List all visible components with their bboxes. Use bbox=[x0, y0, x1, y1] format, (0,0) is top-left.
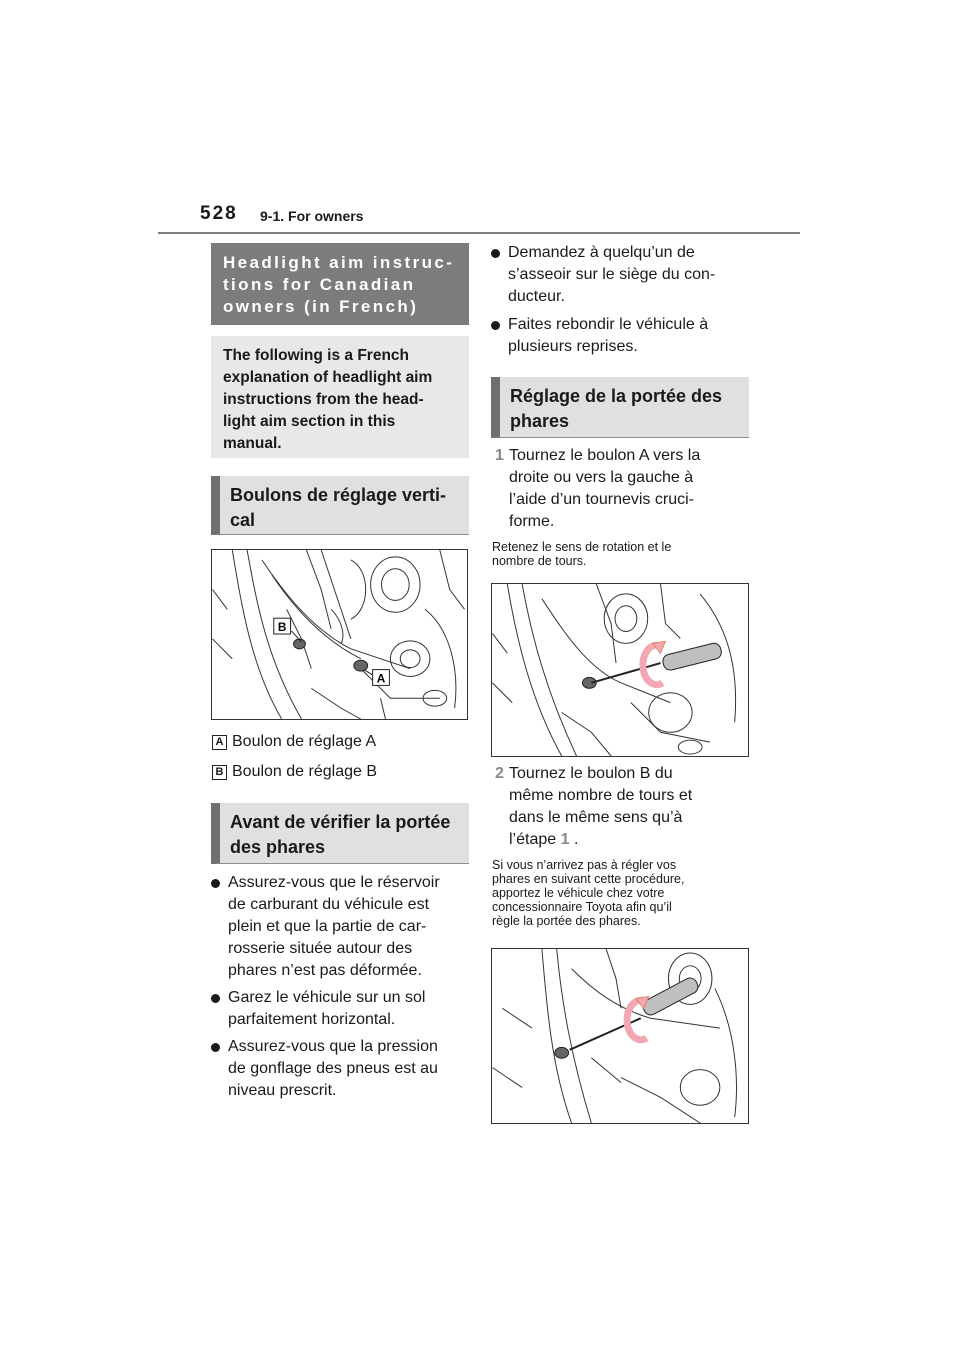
subheading-line: Avant de vérifier la portée bbox=[230, 812, 451, 832]
bullet-dot-icon bbox=[211, 1043, 220, 1052]
step-1: 1 Tournez le boulon A vers la droite ou vers la gauche à l’aide d’un tournevis cruci- forme. bbox=[495, 447, 701, 530]
intro-line: explanation of headlight aim bbox=[223, 369, 433, 386]
figure-label-a: A bbox=[376, 671, 386, 686]
bullet-item: Assurez-vous que la pression de gonflage des pneus est au niveau prescrit. bbox=[211, 1036, 481, 1102]
bullet-item: Faites rebondir le véhicule à plusieurs reprises. bbox=[491, 314, 761, 358]
figure-adjustment-bolts bbox=[211, 549, 468, 720]
intro-line: manual. bbox=[223, 435, 282, 452]
title-line: tions for Canadian bbox=[223, 275, 416, 294]
bullet-dot-icon bbox=[211, 879, 220, 888]
legend-text-b: Boulon de réglage B bbox=[232, 763, 377, 780]
header-rule bbox=[158, 232, 800, 234]
figure-label-b: B bbox=[277, 620, 287, 635]
bullet-item: Garez le véhicule sur un sol parfaitement horizontal. bbox=[211, 987, 481, 1031]
step-ref: 1 bbox=[560, 831, 570, 848]
screwdriver-illustration bbox=[492, 584, 748, 756]
title-line: owners (in French) bbox=[223, 297, 419, 316]
section-header: 9-1. For owners bbox=[260, 208, 364, 224]
subheading-line: Boulons de réglage verti- bbox=[230, 485, 447, 505]
bullet-item: Assurez-vous que le réservoir de carburant du véhicule est plein et que la partie de car- rosserie située autour des phares n’est pas déformée. bbox=[211, 872, 481, 982]
engine-bay-illustration bbox=[212, 550, 467, 719]
subheading-line: Réglage de la portée des bbox=[510, 386, 723, 406]
bullet-dot-icon bbox=[491, 249, 500, 258]
intro-line: light aim section in this bbox=[223, 413, 396, 430]
title-box bbox=[211, 243, 469, 325]
bullet-dot-icon bbox=[491, 321, 500, 330]
subheading-line: des phares bbox=[230, 837, 326, 857]
bullet-item: Demandez à quelqu’un de s’asseoir sur le siège du con- ducteur. bbox=[491, 242, 761, 308]
screwdriver-illustration bbox=[492, 949, 748, 1123]
legend-text-a: Boulon de réglage A bbox=[232, 733, 377, 750]
title-line: Headlight aim instruc- bbox=[223, 253, 455, 272]
note-1: Retenez le sens de rotation et le nombre de tours. bbox=[492, 540, 672, 568]
page-number: 528 bbox=[200, 203, 238, 224]
subheading-line: phares bbox=[510, 411, 570, 431]
figure-turn-bolt-a bbox=[491, 583, 749, 757]
intro-line: The following is a French bbox=[223, 347, 410, 364]
subheading-range bbox=[491, 377, 749, 438]
bullet-dot-icon bbox=[211, 994, 220, 1003]
subheading-bolts bbox=[211, 476, 469, 535]
step-2: 2 Tournez le boulon B du même nombre de tours et dans le même sens qu’à l’étape 1 . bbox=[495, 765, 693, 848]
note-2: Si vous n’arrivez pas à régler vos phares en suivant cette procédure, apportez le véhicule chez votre concessionnaire Toyota afin qu’il règle la portée des phares. bbox=[492, 858, 685, 928]
intro-box bbox=[211, 336, 469, 458]
figure-turn-bolt-b bbox=[491, 948, 749, 1124]
step-number: 2 bbox=[495, 765, 504, 782]
legend-badge-b: B bbox=[212, 765, 227, 780]
subheading-line: cal bbox=[230, 510, 256, 530]
legend-badge-a: A bbox=[212, 735, 227, 750]
subheading-before bbox=[211, 803, 469, 864]
step-number: 1 bbox=[495, 447, 504, 464]
intro-line: instructions from the head- bbox=[223, 391, 424, 408]
